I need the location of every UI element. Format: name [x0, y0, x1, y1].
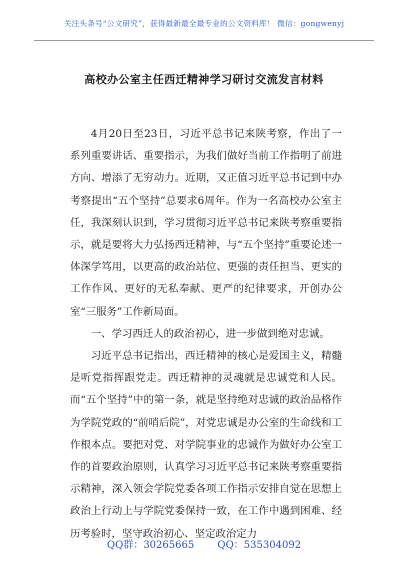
top-banner: 关注头条号“公文研究”，获得最新最全最专业的公文资料库！ 微信：gongwenyj: [63, 19, 345, 28]
document-body: [70, 123, 342, 545]
section-heading: 一、学习西迁人的政治初心，进一步做到绝对忠诚。: [90, 327, 330, 340]
footer-qq-group: QQ群：30265665: [106, 540, 195, 551]
document-title: 高校办公室主任西迁精神学习研讨交流发言材料: [84, 73, 324, 86]
footer-qq: QQ：535304092: [217, 540, 302, 551]
header-divider: [34, 40, 374, 41]
paragraph-section-1: 习近平总书记指出，西迁精神的核心是爱国主义，精髓是听党指挥跟党走。西迁精神的灵魂就是忠诚党和人民。而“五个坚持”中的第一条，就是坚持绝对忠诚的政治品格作为学院党政的“前哨后院”，对党忠诚是办公室的生命线和工作根本点。要把对党、对学院事业的忠诚作为做好办公室工作的首要政治原则，认真学习习近平总书记来陕考察重要指示精神，深入领会学院党委各项工作指示安排自觉在思想上政治上行动上与学院党委保持一致，在工作中遇到困难、经历考验时，坚守政治初心、坚定政治定力: [70, 350, 342, 540]
footer-contact: [0, 536, 408, 551]
paragraph-intro: 4月20日至23日，习近平总书记来陕考察，作出了一系列重要讲话、重要指示，为我们做好当前工作指明了前进方向、增添了无穷动力。近期，又正值习近平总书记到中办考察提出“五个坚持”总要求6周年。作为一名高校办公室主任，我深刻认识到，学习贯彻习近平总书记来陕考察重要指示，就是要将大力弘扬西迁精神，与“五个坚持”重要论述一体深学笃用，以更高的政治站位、更强的责任担当、更实的工作作风、更好的无私奉献、更严的纪律要求，开创办公室“三服务”工作新局面。: [70, 128, 342, 318]
